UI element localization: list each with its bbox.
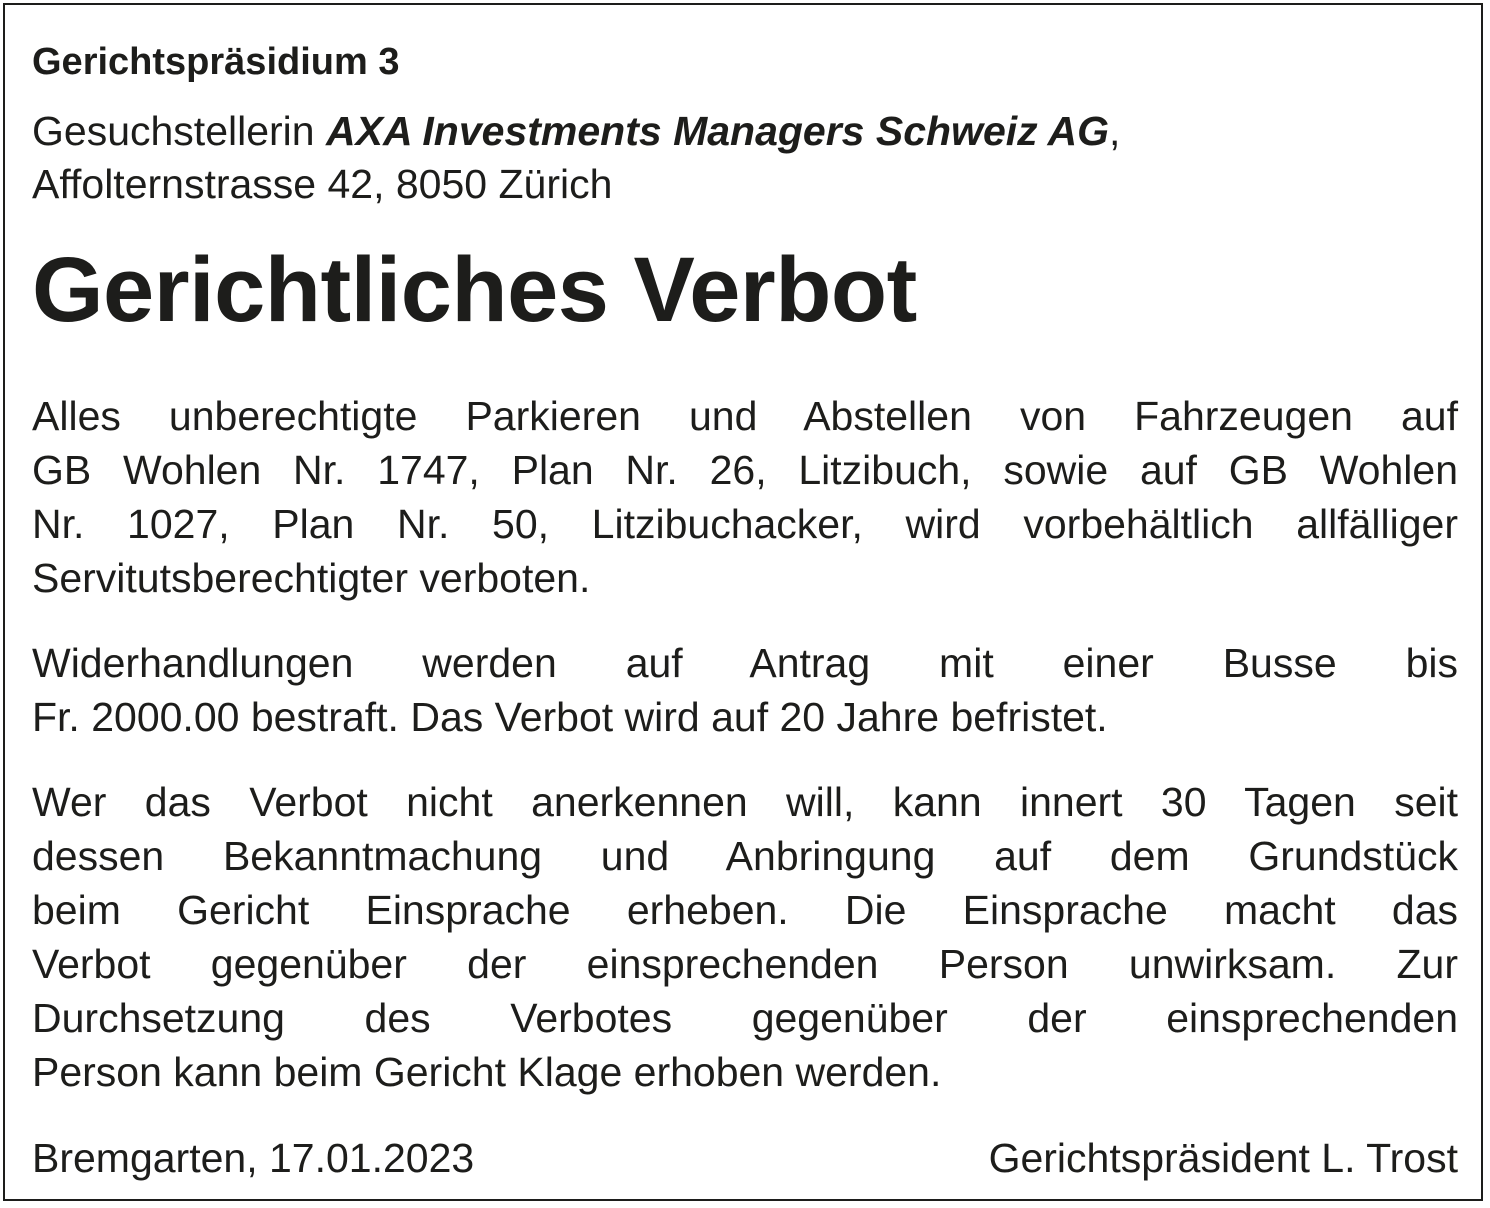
paragraph-line: Durchsetzung des Verbotes gegenüber der einsprechenden [32, 995, 1458, 1041]
paragraph-line: Person kann beim Gericht Klage erhoben werden. [32, 1049, 942, 1095]
paragraph-line: Nr. 1027, Plan Nr. 50, Litzibuchacker, wird vorbehältlich allfälliger [32, 501, 1458, 547]
paragraph-penalty [32, 636, 1458, 744]
paragraph-line: dessen Bekanntmachung und Anbringung auf dem Grundstück [32, 833, 1458, 879]
paragraph-objection [32, 775, 1458, 1099]
court-name: Gerichtspräsidium 3 [32, 41, 400, 83]
place-and-date: Bremgarten, 17.01.2023 [32, 1135, 475, 1181]
applicant-address: Affolternstrasse 42, 8050 Zürich [32, 161, 613, 207]
applicant-company: AXA Investments Managers Schweiz AG [325, 108, 1110, 154]
applicant-block [32, 105, 1120, 211]
applicant-label: Gesuchstellerin [32, 108, 315, 154]
paragraph-line: Verbot gegenüber der einsprechenden Person unwirksam. Zur [32, 941, 1458, 987]
applicant-line [32, 105, 1120, 158]
paragraph-line: beim Gericht Einsprache erheben. Die Einsprache macht das [32, 887, 1458, 933]
notice-headline: Gerichtliches Verbot [32, 239, 917, 341]
paragraph-prohibition [32, 389, 1458, 605]
paragraph-line: Wer das Verbot nicht anerkennen will, kann innert 30 Tagen seit [32, 779, 1458, 825]
paragraph-line: GB Wohlen Nr. 1747, Plan Nr. 26, Litzibuch, sowie auf GB Wohlen [32, 447, 1458, 493]
paragraph-line: Alles unberechtigte Parkieren und Abstellen von Fahrzeugen auf [32, 393, 1458, 439]
paragraph-line: Fr. 2000.00 bestraft. Das Verbot wird auf 20 Jahre befristet. [32, 694, 1108, 740]
paragraph-line: Widerhandlungen werden auf Antrag mit einer Busse bis [32, 640, 1458, 686]
applicant-comma: , [1109, 108, 1121, 154]
paragraph-line: Servitutsberechtigter verboten. [32, 555, 591, 601]
signature: Gerichtspräsident L. Trost [988, 1135, 1458, 1181]
